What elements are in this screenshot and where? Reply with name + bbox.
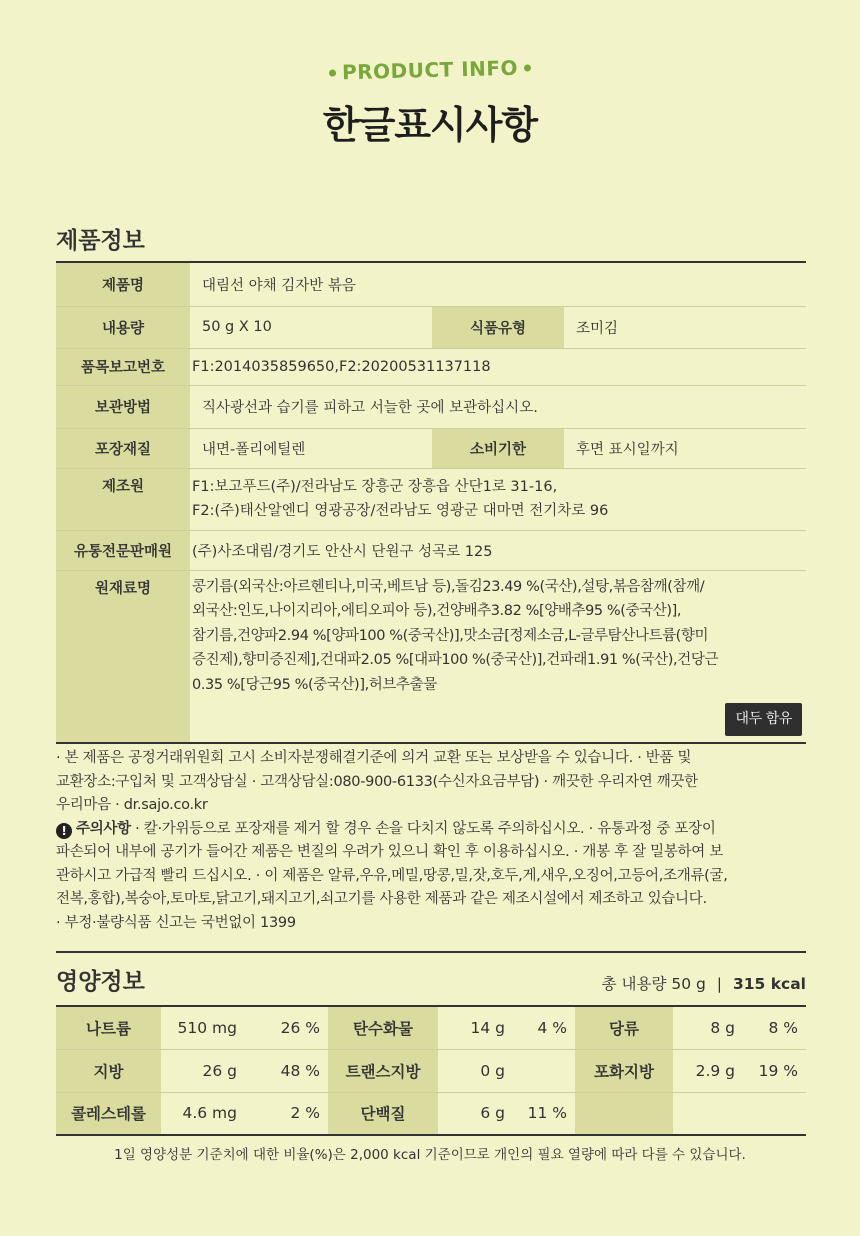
nutrient-pct: 2 % — [290, 1104, 320, 1123]
notes-line: · 본 제품은 공정거래위원회 고시 소비자분쟁해결기준에 의거 교환 또는 보상받을 수 있습니다. · 반품 및 — [56, 750, 692, 766]
storage-label: 보관방법 — [56, 385, 190, 428]
nutrition-section-title: 영양정보 — [56, 969, 145, 995]
maker-line-1: F1:보고푸드(주)/전라남도 장흥군 장흥읍 산단1로 31-16, — [192, 479, 558, 495]
table-row — [56, 428, 806, 468]
nutrition-footnote: 1일 영양성분 기준치에 대한 비율(%)은 2,000 kcal 기준이므로 개인의 필요 열량에 따라 다를 수 있습니다. — [114, 1147, 746, 1163]
distributor-label: 유통전문판매원 — [56, 530, 190, 570]
table-row — [56, 1049, 806, 1092]
nutrition-total — [602, 972, 806, 994]
storage-value: 직사광선과 습기를 피하고 서늘한 곳에 보관하십시오. — [190, 385, 806, 428]
content-value: 50 g X 10 — [190, 306, 432, 348]
divider — [56, 951, 806, 953]
caution-title: 주의사항 — [76, 820, 131, 837]
ingredients-line: 0.35 %[당근95 %(중국산)],허브추출물 — [192, 676, 437, 693]
nutrient-label: 지방 — [56, 1049, 161, 1092]
nutrient-pct: 11 % — [527, 1104, 567, 1123]
nutrient-pct: 48 % — [245, 1049, 328, 1092]
nutrient-pct-empty — [743, 1092, 806, 1135]
total-amount: 총 내용량 50 g — [601, 975, 706, 993]
product-info-table — [56, 261, 806, 744]
nutrient-label-empty — [575, 1092, 673, 1135]
notes — [56, 747, 806, 935]
packaging-value: 내면-폴리에틸렌 — [190, 428, 432, 468]
caution-line: 파손되어 내부에 공기가 들어간 제품은 변질의 우려가 있으니 확인 후 이용하십시오. · 개봉 후 잘 밀봉하여 보 — [56, 844, 723, 860]
expiry-label: 소비기한 — [432, 428, 564, 468]
ingredients-line: 증진제),향미증진제],건대파2.05 %[대파100 %(중국산)],건파래1.91 %(국산),건당근 — [192, 652, 719, 668]
nutrient-amount: 8 g — [673, 1006, 743, 1049]
product-info-table-wrap — [56, 261, 806, 744]
nutrient-label: 콜레스테롤 — [56, 1092, 161, 1135]
name-label: 제품명 — [56, 262, 190, 306]
maker-label: 제조원 — [56, 468, 190, 530]
ingredients-line: 콩기름(외국산:아르헨티나,미국,베트남 등),돌김23.49 %(국산),설탕,볶음참깨(참깨/ — [192, 578, 705, 595]
content-label: 내용량 — [56, 306, 190, 348]
expiry-value: 후면 표시일까지 — [564, 428, 806, 468]
nutrition-table-wrap — [56, 1005, 806, 1136]
report-label: 품목보고번호 — [56, 348, 190, 385]
total-kcal: 315 kcal — [732, 975, 806, 993]
ingredients-label: 원재료명 — [56, 570, 190, 743]
table-row — [56, 1092, 806, 1135]
table-row — [56, 385, 806, 428]
packaging-label: 포장재질 — [56, 428, 190, 468]
nutrition-table — [56, 1005, 806, 1136]
nutrient-label: 포화지방 — [575, 1049, 673, 1092]
table-row — [56, 570, 806, 743]
table-row — [56, 530, 806, 570]
distributor-value: (주)사조대림/경기도 안산시 단원구 성곡로 125 — [190, 530, 806, 570]
caution-line — [56, 818, 806, 842]
nutrient-pct: 19 % — [743, 1049, 806, 1092]
nutrient-label: 탄수화물 — [328, 1006, 438, 1049]
table-row — [56, 306, 806, 348]
caution-line: · 부정·불량식품 신고는 국번없이 1399 — [56, 914, 296, 931]
product-info-section — [56, 222, 806, 255]
page-title: 한글표시사항 — [322, 103, 538, 147]
notes-line: 교환장소:구입처 및 고객상담실 · 고객상담실:080-900-6133(수신자요금부담) · 깨끗한 우리자연 깨끗한 — [56, 773, 698, 790]
nutrient-amount-empty — [673, 1092, 743, 1135]
table-row — [56, 348, 806, 385]
nutrient-label: 나트륨 — [56, 1006, 161, 1049]
type-label: 식품유형 — [432, 306, 564, 348]
maker-line-2: F2:(주)태산알엔디 영광공장/전라남도 영광군 대마면 전기차로 96 — [192, 503, 609, 519]
table-row — [56, 1006, 806, 1049]
ingredients-line: 참기름,건양파2.94 %[양파100 %(중국산)],맛소금[정제소금,L-글루탐산나트륨(향미 — [192, 627, 709, 644]
nutrient-label: 트랜스지방 — [328, 1049, 438, 1092]
allergen-badge: 대두 함유 — [725, 703, 802, 736]
nutrient-pct: 4 % — [513, 1006, 575, 1049]
nutrient-amount: 510 mg — [161, 1006, 245, 1049]
header — [0, 0, 860, 149]
nutrient-label: 당류 — [575, 1006, 673, 1049]
exclamation-icon: ! — [56, 823, 72, 839]
nutrient-pct: 8 % — [743, 1006, 806, 1049]
nutrient-amount: 14 g — [438, 1006, 513, 1049]
nutrient-label: 단백질 — [328, 1092, 438, 1135]
nutrient-amount: 26 g — [161, 1049, 245, 1092]
nutrient-pct: 26 % — [245, 1006, 328, 1049]
nutrient-amount: 4.6 mg — [182, 1104, 237, 1123]
report-value: F1:2014035859650,F2:20200531137118 — [190, 348, 806, 385]
ingredients-line: 외국산:인도,나이지리아,에티오피아 등),건양배추3.82 %[양배추95 %(중국산)], — [192, 603, 682, 619]
nutrient-amount: 0 g — [438, 1049, 513, 1092]
caution-line: 관하시고 가급적 빨리 드십시오. · 이 제품은 알류,우유,메밀,땅콩,밀,잣,호두,게,새우,오징어,고등어,조개류(굴, — [56, 867, 728, 884]
product-section-title: 제품정보 — [56, 228, 145, 254]
nutrition-header — [56, 963, 806, 996]
type-value: 조미김 — [564, 306, 806, 348]
total-separator: | — [716, 975, 723, 993]
notes-line: 우리마음 · dr.sajo.co.kr — [56, 797, 208, 813]
ingredients-value — [190, 570, 806, 743]
nutrient-amount: 2.9 g — [673, 1049, 743, 1092]
nutrient-pct — [513, 1049, 575, 1092]
table-row — [56, 468, 806, 530]
dot-icon — [524, 64, 531, 71]
eyebrow — [329, 55, 532, 84]
nutrient-amount: 6 g — [480, 1104, 505, 1123]
table-row — [56, 262, 806, 306]
eyebrow-text: PRODUCT INFO — [341, 55, 519, 85]
maker-value — [190, 468, 806, 530]
caution-line: 전복,홍합),복숭아,토마토,닭고기,돼지고기,쇠고기를 사용한 제품과 같은 제조시설에서 제조하고 있습니다. — [56, 891, 707, 907]
caution-text: · 칼·가위등으로 포장재를 제거 할 경우 손을 다치지 않도록 주의하십시오. · 유통과정 중 포장이 — [130, 820, 716, 837]
name-value: 대림선 야채 김자반 볶음 — [190, 262, 806, 306]
dot-icon — [329, 69, 336, 76]
